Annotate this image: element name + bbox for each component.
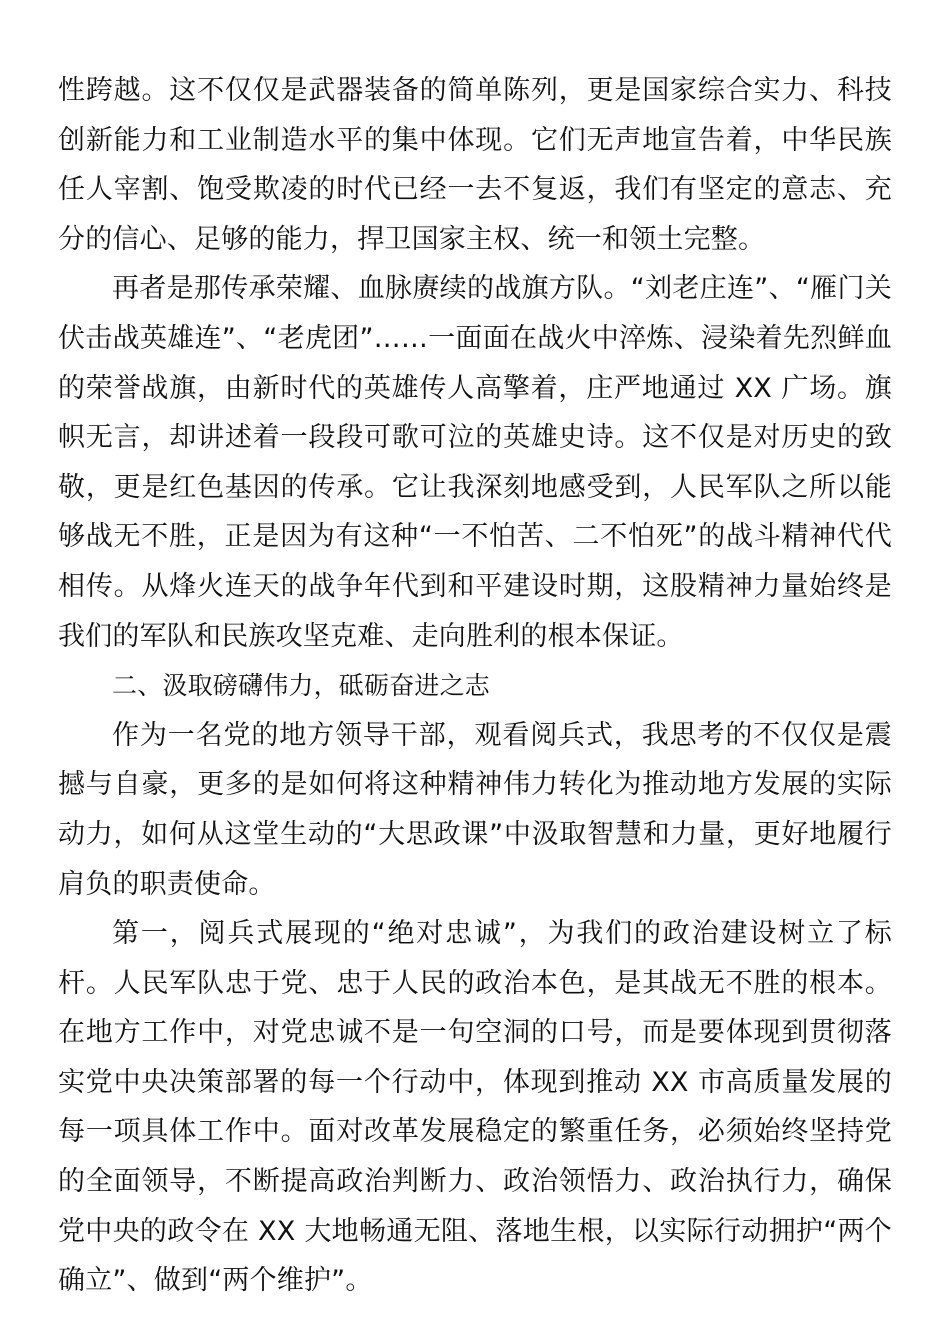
paragraph-battle-flag-formation: 再者是那传承荣耀、血脉赓续的战旗方队。“刘老庄连”、“雁门关伏击战英雄连”、“老虎团”……一面面在战火中淬炼、浸染着先烈鲜血的荣誉战旗，由新时代的英雄传人高擎着，庄严地通过 XX 广场。旗帜无言，却讲述着一段段可歌可泣的英雄史诗。这不仅是对历史的致敬，更是红色基因的传承。它让我深刻地感受到，人民军队之所以能够战无不胜，正是因为有这种“一不怕苦、二不怕死”的战斗精神代代相传。从烽火连天的战争年代到和平建设时期，这股精神力量始终是我们的军队和民族攻坚克难、走向胜利的根本保证。 bbox=[58, 273, 892, 652]
paragraph-reflection: 作为一名党的地方领导干部，观看阅兵式，我思考的不仅仅是震撼与自豪，更多的是如何将这种精神伟力转化为推动地方发展的实际动力，如何从这堂生动的“大思政课”中汲取智慧和力量，更好地履行肩负的职责使命。 bbox=[58, 719, 892, 900]
section-heading: 二、汲取磅礴伟力，砥砺奋进之志 bbox=[112, 671, 491, 701]
document-page bbox=[58, 66, 892, 1306]
paragraph-continuation: 性跨越。这不仅仅是武器装备的简单陈列，更是国家综合实力、科技创新能力和工业制造水平的集中体现。它们无声地宣告着，中华民族任人宰割、饱受欺凌的时代已经一去不复返，我们有坚定的意志、充分的信心、足够的能力，捍卫国家主权、统一和领土完整。 bbox=[58, 75, 892, 255]
paragraph-absolute-loyalty: 第一，阅兵式展现的“绝对忠诚”，为我们的政治建设树立了标杆。人民军队忠于党、忠于人民的政治本色，是其战无不胜的根本。在地方工作中，对党忠诚不是一句空洞的口号，而是要体现到贯彻落实党中央决策部署的每一个行动中，体现到推动 XX 市高质量发展的每一项具体工作中。面对改革发展稳定的繁重任务，必须始终坚持党的全面领导，不断提高政治判断力、政治领悟力、政治执行力，确保党中央的政令在 XX 大地畅通无阻、落地生根，以实际行动拥护“两个确立”、做到“两个维护”。 bbox=[58, 918, 892, 1297]
